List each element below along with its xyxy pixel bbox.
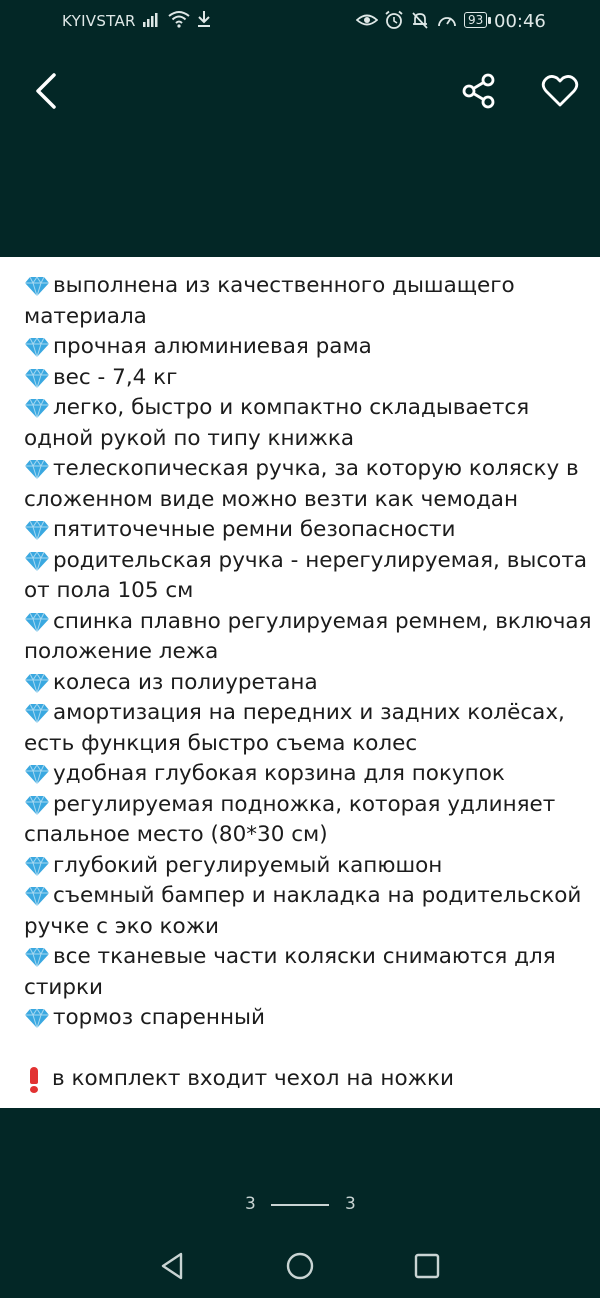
feature-item: [24, 546, 594, 577]
feature-text: амортизация на передних и задних колёсах,: [53, 700, 565, 725]
feature-item-continuation: [24, 485, 594, 516]
feature-text: есть функция быстро съема колес: [24, 730, 418, 756]
nav-home-circle-icon: [285, 1251, 315, 1281]
feature-text: колеса из полиуретана: [53, 669, 318, 695]
favorite-button[interactable]: [532, 63, 588, 119]
feature-item: [24, 393, 594, 424]
feature-text: ручке с эко кожи: [24, 913, 220, 939]
app-bar: [0, 46, 600, 136]
diamond-bullet-icon: [24, 763, 50, 785]
feature-text: положение лежа: [24, 639, 219, 664]
feature-text: все тканевые части коляски снимаются для: [53, 944, 556, 969]
diamond-bullet-icon: [24, 367, 50, 389]
nav-recent-button[interactable]: [399, 1238, 455, 1294]
speedometer-icon: [436, 10, 458, 30]
total-pages: 3: [345, 1194, 356, 1214]
eye-icon: [356, 11, 378, 29]
feature-text: легко, быстро и компактно складывается: [53, 395, 530, 420]
status-time: 00:46: [494, 11, 546, 32]
diamond-bullet-icon: [24, 946, 50, 968]
nav-recent-square-icon: [413, 1252, 441, 1280]
carrier-name: KYIVSTAR: [62, 12, 136, 30]
feature-list: [24, 271, 594, 1094]
diamond-bullet-icon: [24, 458, 50, 480]
diamond-bullet-icon: [24, 519, 50, 541]
alarm-icon: [384, 10, 404, 30]
share-icon: [462, 73, 496, 109]
current-page: 3: [245, 1194, 256, 1214]
feature-item: [24, 332, 594, 363]
mute-icon: [410, 10, 430, 30]
feature-item: [24, 363, 594, 394]
diamond-bullet-icon: [24, 611, 50, 633]
feature-item: [24, 790, 594, 821]
back-button[interactable]: [18, 63, 74, 119]
feature-text: спальное место (80*30 см): [24, 822, 328, 847]
feature-item-continuation: [24, 912, 594, 943]
page-divider: [271, 1204, 329, 1206]
nav-home-button[interactable]: [272, 1238, 328, 1294]
feature-text: пятиточечные ремни безопасности: [53, 517, 456, 542]
feature-text: стирки: [24, 974, 103, 1000]
feature-item: [24, 759, 594, 790]
feature-text: телескопическая ручка, за которую коляску в: [53, 456, 579, 481]
feature-text: от пола 105 см: [24, 578, 194, 603]
feature-text: материала: [24, 303, 147, 329]
feature-text: родительская ручка - нерегулируемая, высота: [53, 547, 588, 573]
package-note-text: в комплект входит чехол на ножки: [52, 1065, 454, 1091]
feature-text: одной рукой по типу книжка: [24, 425, 355, 451]
nav-back-button[interactable]: [144, 1238, 200, 1294]
description-panel: [0, 257, 600, 1108]
battery-icon: 93: [464, 12, 487, 28]
diamond-bullet-icon: [24, 885, 50, 907]
feature-item: [24, 698, 594, 729]
exclamation-icon: [28, 1066, 40, 1092]
spacer: [24, 1034, 594, 1064]
feature-item: [24, 942, 594, 973]
diamond-bullet-icon: [24, 275, 50, 297]
feature-item-continuation: [24, 820, 594, 851]
diamond-bullet-icon: [24, 550, 50, 572]
diamond-bullet-icon: [24, 794, 50, 816]
signal-icon: [142, 10, 162, 28]
feature-text: прочная алюминиевая рама: [53, 334, 372, 359]
feature-item: [24, 881, 594, 912]
diamond-bullet-icon: [24, 336, 50, 358]
feature-text: удобная глубокая корзина для покупок: [53, 761, 505, 786]
feature-item: [24, 607, 594, 638]
diamond-bullet-icon: [24, 702, 50, 724]
feature-item: [24, 668, 594, 699]
diamond-bullet-icon: [24, 397, 50, 419]
status-bar: [0, 0, 600, 46]
nav-back-triangle-icon: [159, 1251, 185, 1281]
feature-text: вес - 7,4 кг: [53, 364, 178, 390]
diamond-bullet-icon: [24, 855, 50, 877]
diamond-bullet-icon: [24, 1007, 50, 1029]
back-chevron-icon: [34, 72, 58, 110]
share-button[interactable]: [451, 63, 507, 119]
feature-item: [24, 515, 594, 546]
system-nav-bar: [0, 1232, 600, 1298]
feature-text: глубокий регулируемый капюшон: [53, 852, 443, 878]
feature-text: тормоз спаренный: [53, 1005, 265, 1030]
feature-item: [24, 454, 594, 485]
feature-item-continuation: [24, 302, 594, 333]
download-icon: [196, 10, 212, 28]
feature-item-continuation: [24, 424, 594, 455]
feature-text: съемный бампер и накладка на родительской: [53, 883, 582, 908]
package-note: [24, 1064, 594, 1095]
feature-item: [24, 271, 594, 302]
feature-item-continuation: [24, 973, 594, 1004]
page-indicator: [0, 1190, 600, 1220]
feature-item-continuation: [24, 729, 594, 760]
diamond-bullet-icon: [24, 672, 50, 694]
feature-text: сложенном виде можно везти как чемодан: [24, 486, 519, 512]
feature-text: регулируемая подножка, которая удлиняет: [53, 791, 556, 817]
feature-text: выполнена из качественного дышащего: [53, 273, 515, 298]
feature-item: [24, 1003, 594, 1034]
wifi-icon: [168, 10, 190, 28]
feature-item: [24, 851, 594, 882]
feature-item-continuation: [24, 576, 594, 607]
heart-icon: [541, 74, 579, 108]
feature-text: спинка плавно регулируемая ремнем, включая: [53, 608, 592, 634]
feature-item-continuation: [24, 637, 594, 668]
